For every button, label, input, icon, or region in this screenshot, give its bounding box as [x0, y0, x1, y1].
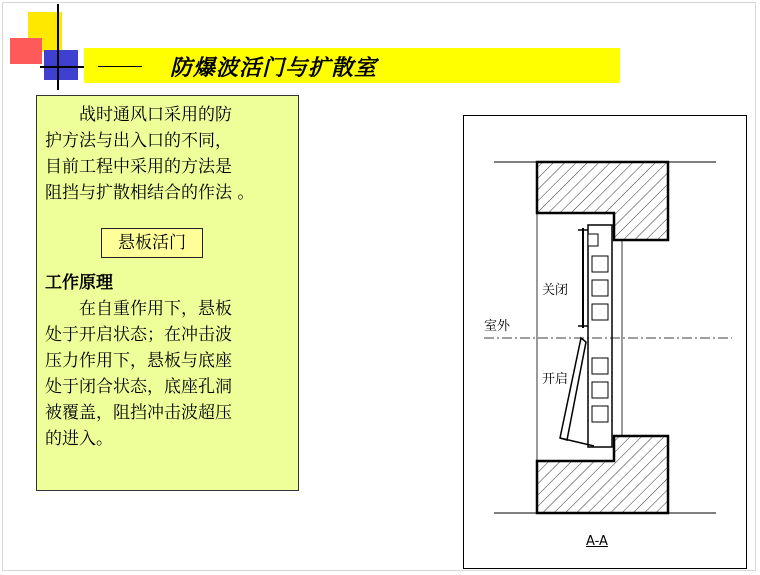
label-open: 开启	[542, 372, 569, 387]
intro-paragraph: 战时通风口采用的防 护方法与出入口的不同， 目前工程中采用的方法是 阻挡与扩散相结合的作法 。	[45, 105, 255, 203]
section-title: 工作原理	[45, 273, 113, 293]
decor-vertical-line	[57, 4, 59, 90]
page-title: 防爆波活门与扩散室	[170, 55, 378, 81]
title-dash	[98, 66, 142, 67]
section-label: A-A	[586, 534, 608, 549]
decor-horizontal-line	[40, 66, 84, 68]
valve-section-drawing	[464, 116, 748, 570]
decor-red-square	[10, 38, 42, 64]
decor-blue-square	[44, 50, 78, 80]
text-panel	[36, 95, 299, 491]
valve-diagram	[463, 115, 747, 569]
label-outdoor: 室外	[484, 319, 511, 334]
suspended-plate-valve-button[interactable]: 悬板活门	[101, 228, 203, 258]
title-bar	[84, 48, 620, 83]
label-closed: 关闭	[542, 283, 569, 298]
valve-base-lug	[588, 234, 598, 246]
principle-paragraph: 在自重作用下，悬板 处于开启状态；在冲击波 压力作用下，悬板与底座 处于闭合状态，底座孔洞 被覆盖，阻挡冲击波超压 的进入。	[45, 299, 232, 449]
open-plate	[560, 338, 586, 440]
